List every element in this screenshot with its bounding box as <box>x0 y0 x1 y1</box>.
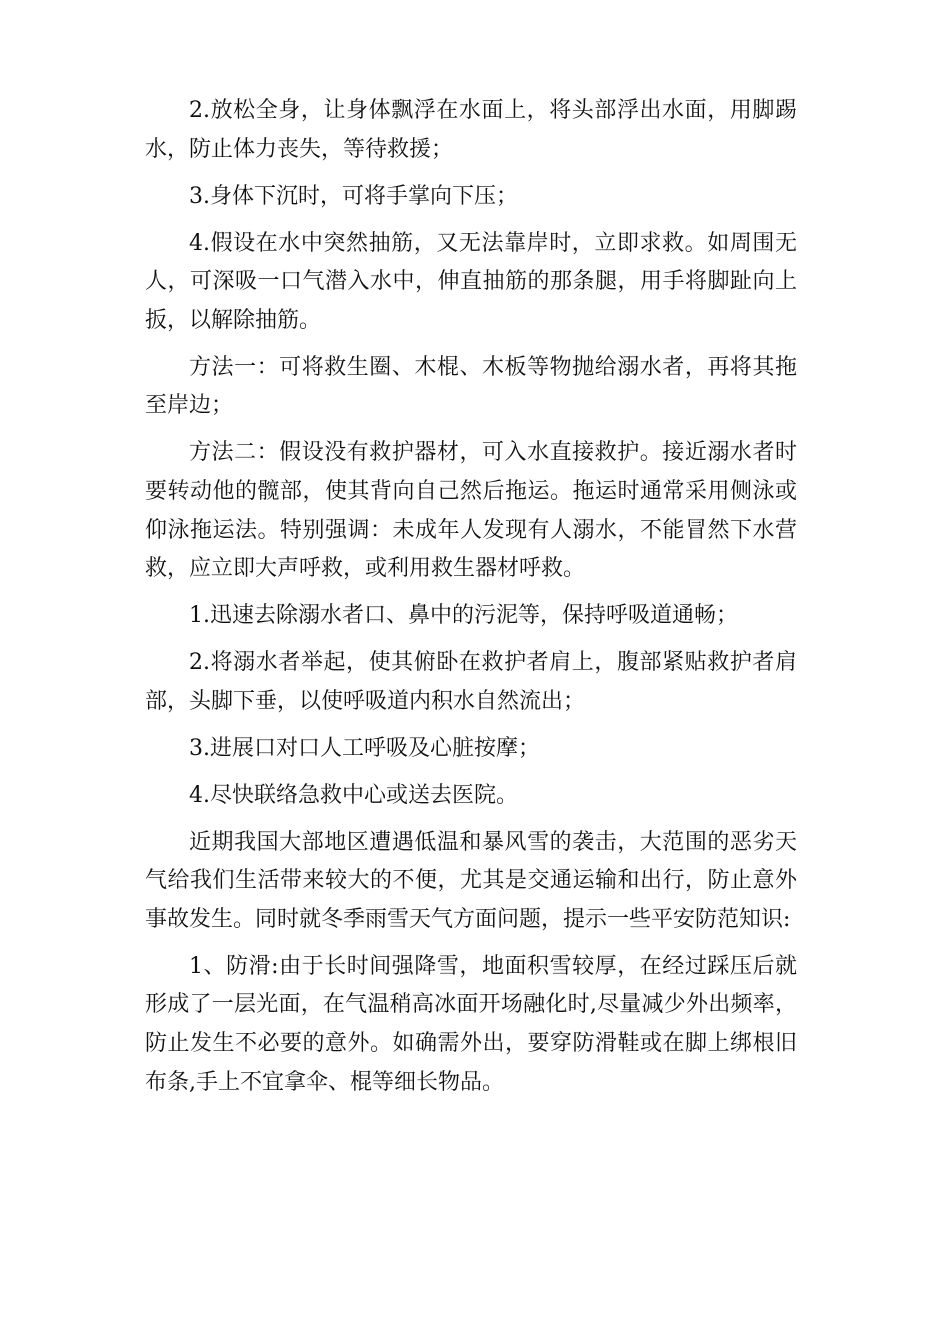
paragraph-aid-step-4: 4.尽快联络急救中心或送去医院。 <box>189 782 518 808</box>
paragraph-sinking-step-3: 3.身体下沉时，可将手掌向下压； <box>189 183 518 209</box>
paragraph-method-two: 方法二：假设没有救护器材，可入水直接救护。接近溺水者时要转动他的髋部，使其背向自己然后拖运。拖运时通常采用侧泳或仰泳拖运法。特别强调：未成年人发现有人溺水，不能冒然下水营救，应立即大声呼救，或利用救生器材呼救。 <box>145 440 797 582</box>
paragraph-aid-step-1: 1.迅速去除溺水者口、鼻中的污泥等，保持呼吸道通畅； <box>189 603 738 629</box>
paragraph-float-step-2: 2.放松全身，让身体飘浮在水面上，将头部浮出水面，用脚踢水，防止体力丧失，等待救援； <box>145 98 797 162</box>
document-body <box>145 92 797 1102</box>
paragraph-anti-slip: 1、防滑:由于长时间强降雪，地面积雪较厚，在经过踩压后就形成了一层光面，在气温稍高冰面开场融化时,尽量减少外出频率，防止发生不必要的意外。如确需外出，要穿防滑鞋或在脚上绑根旧布条,手上不宜拿伞、棍等细长物品。 <box>145 953 797 1095</box>
paragraph-winter-intro: 近期我国大部地区遭遇低温和暴风雪的袭击，大范围的恶劣天气给我们生活带来较大的不便，尤其是交通运输和出行，防止意外事故发生。同时就冬季雨雪天气方面问题，提示一些平安防范知识: <box>145 829 797 932</box>
paragraph-method-one: 方法一：可将救生圈、木棍、木板等物抛给溺水者，再将其拖至岸边； <box>145 354 797 419</box>
paragraph-cramp-step-4: 4.假设在水中突然抽筋，又无法靠岸时，立即求救。如周围无人，可深吸一口气潜入水中，伸直抽筋的那条腿，用手将脚趾向上扳，以解除抽筋。 <box>145 230 797 333</box>
paragraph-aid-step-3: 3.进展口对口人工呼吸及心脏按摩； <box>189 735 540 761</box>
paragraph-aid-step-2: 2.将溺水者举起，使其俯卧在救护者肩上，腹部紧贴救护者肩部，头脚下垂，以使呼吸道内积水自然流出； <box>145 650 797 714</box>
